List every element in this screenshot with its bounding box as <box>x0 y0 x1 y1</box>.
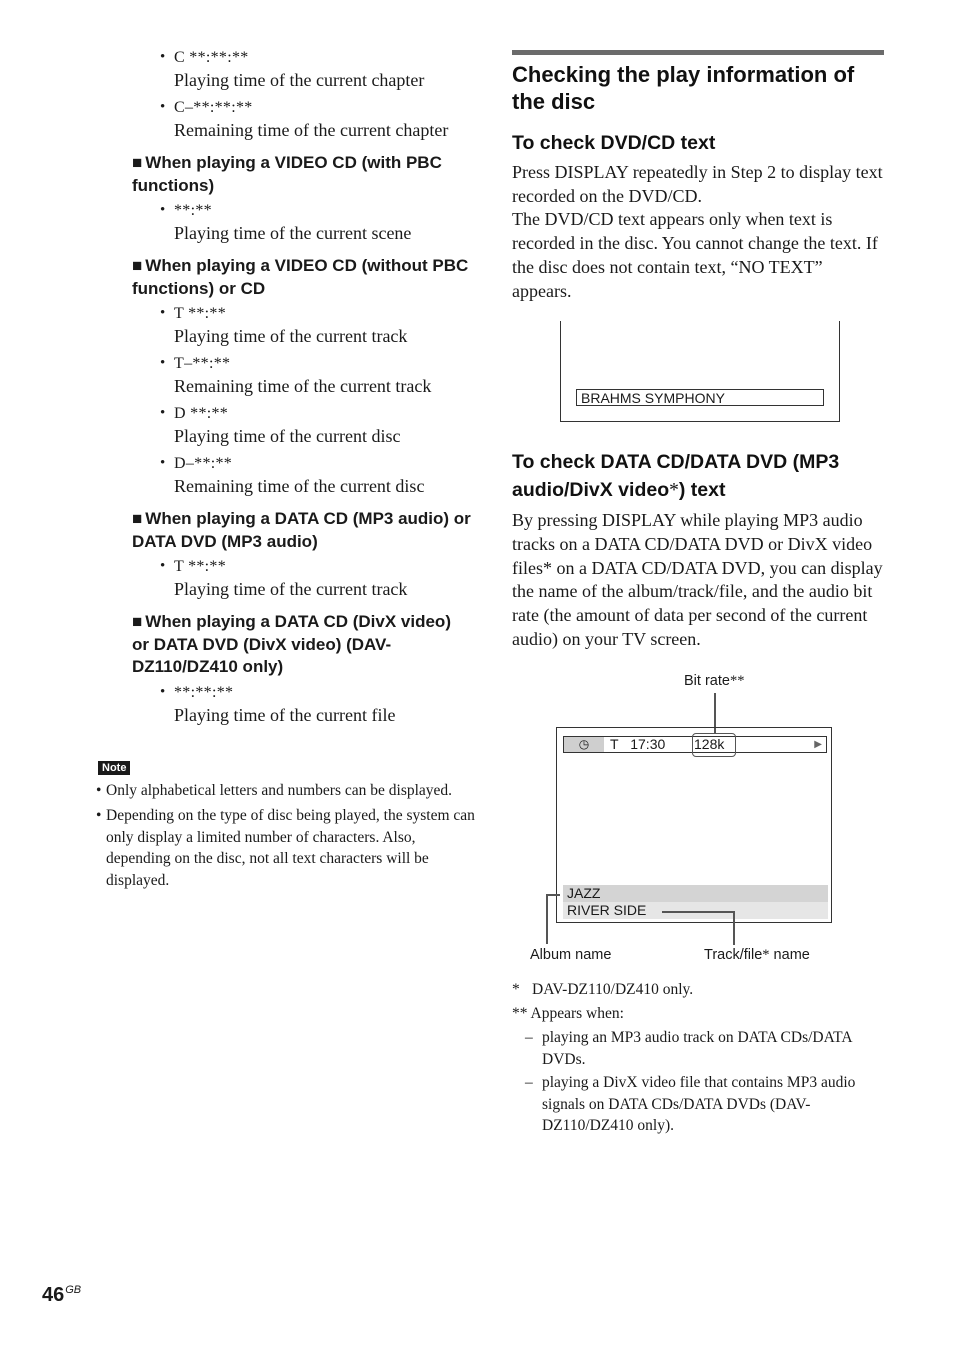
time-description: Playing time of the current disc <box>174 426 401 446</box>
bullet-icon: • <box>160 305 166 321</box>
bullet-icon: • <box>160 683 166 700</box>
disc-icon: ◷ <box>564 737 604 752</box>
section-heading: ■ When playing a VIDEO CD (with PBC functions) <box>132 153 442 195</box>
time-description: Playing time of the current file <box>174 704 396 725</box>
time-format: D **:** <box>174 405 229 422</box>
time-description: Playing time of the current track <box>174 579 408 599</box>
time-description: Playing time of the current chapter <box>174 70 425 90</box>
dvdcd-heading: To check DVD/CD text <box>512 132 716 154</box>
intro-item <box>132 46 472 92</box>
subnote: – playing a DivX video file that contains MP3 audio signals on DATA CDs/DATA DVDs (DAV-DZ110/DZ410 only). <box>525 1074 856 1135</box>
note-item: • Only alphabetical letters and numbers can be displayed. <box>96 780 476 802</box>
bitrate-highlight <box>692 733 736 757</box>
page-title: Checking the play information of the disc <box>512 62 855 114</box>
section-heading: ■ When playing a DATA CD (DivX video) or DATA DVD (DivX video) (DAV-DZ110/DZ410 only) <box>132 612 451 676</box>
dvdcd-paragraph: Press DISPLAY repeatedly in Step 2 to display text recorded on the DVD/CD. <box>512 162 883 206</box>
time-description: Playing time of the current track <box>174 326 408 346</box>
time-format: C–**:**:** <box>174 99 253 116</box>
footnotes <box>512 979 884 1137</box>
bullet-icon: • <box>160 405 166 421</box>
bullet-icon: • <box>96 781 102 799</box>
time-description: Remaining time of the current track <box>174 376 432 396</box>
bitrate-value: 128k <box>694 736 725 753</box>
intro-item <box>132 96 472 142</box>
square-bullet-icon: ■ <box>132 509 143 528</box>
footnote: ** Appears when: <box>512 1005 624 1023</box>
bullet-icon: • <box>160 355 166 371</box>
time-format: T **:** <box>174 558 227 575</box>
track-name-label: Track/file* name <box>704 947 810 964</box>
note-item: • Depending on the type of disc being played, the system can only display a limited number of characters. Also, depending on the disc, not all text characters will be displayed. <box>96 807 475 889</box>
bullet-icon: • <box>160 455 166 471</box>
time-description: Remaining time of the current disc <box>174 476 425 496</box>
right-column <box>512 50 884 1137</box>
track-row: RIVER SIDE <box>563 902 828 919</box>
time-format: C **:**:** <box>174 49 249 66</box>
section-heading: ■ When playing a VIDEO CD (without PBC functions) or CD <box>132 256 469 298</box>
album-name-label: Album name <box>530 947 612 964</box>
bullet-icon: • <box>96 807 102 824</box>
bullet-icon: • <box>160 99 166 115</box>
time-description: Remaining time of the current chapter <box>174 120 449 140</box>
album-row: JAZZ <box>563 885 828 902</box>
time-format: **:**:** <box>174 683 234 701</box>
square-bullet-icon: ■ <box>132 612 143 631</box>
time-description: Playing time of the current scene <box>174 223 412 243</box>
track-time: T 17:30 <box>610 736 666 753</box>
leader-line <box>546 894 548 944</box>
tv-screen-illustration <box>560 321 840 422</box>
leader-line <box>733 911 735 945</box>
time-format: T–**:** <box>174 355 231 372</box>
bullet-icon: • <box>160 558 166 574</box>
section-heading: ■ When playing a DATA CD (MP3 audio) or DATA DVD (MP3 audio) <box>132 509 471 551</box>
bullet-icon: • <box>160 202 166 218</box>
square-bullet-icon: ■ <box>132 153 143 172</box>
page-number: $46^{GB}$ <box>42 1284 82 1306</box>
bitrate-label: Bit rate** <box>684 673 745 690</box>
tv-screen-illustration <box>556 727 832 923</box>
display-diagram <box>512 665 884 965</box>
square-bullet-icon: ■ <box>132 256 143 275</box>
play-icon: ▶ <box>814 739 822 751</box>
subnote: – playing an MP3 audio track on DATA CDs/DATA DVDs. <box>525 1029 852 1068</box>
section-rule <box>512 50 884 55</box>
time-format: D–**:** <box>174 455 233 472</box>
data-paragraph: By pressing DISPLAY while playing MP3 audio tracks on a DATA CD/DATA DVD or DivX video files* on a DATA CD/DATA DVD, you can display the name of the album/track/file, and the audio bit rate (the amount of data per second of the current audio) on your TV screen. <box>512 510 883 649</box>
note-label: Note <box>98 761 130 775</box>
data-heading: To check DATA CD/DATA DVD (MP3 audio/DivX video*) text <box>512 451 840 502</box>
bullet-icon: • <box>160 49 166 65</box>
dvdcd-paragraph: The DVD/CD text appears only when text is recorded in the disc. You cannot change the text. If the disc does not contain text, “NO TEXT” appears. <box>512 209 878 301</box>
time-format: T **:** <box>174 305 227 322</box>
footnote: * DAV-DZ110/DZ410 only. <box>512 981 694 999</box>
time-format: **:** <box>174 202 212 219</box>
left-column <box>96 44 475 891</box>
leader-line <box>662 911 734 913</box>
disc-text-box: BRAHMS SYMPHONY <box>576 389 824 406</box>
leader-line <box>546 894 560 896</box>
